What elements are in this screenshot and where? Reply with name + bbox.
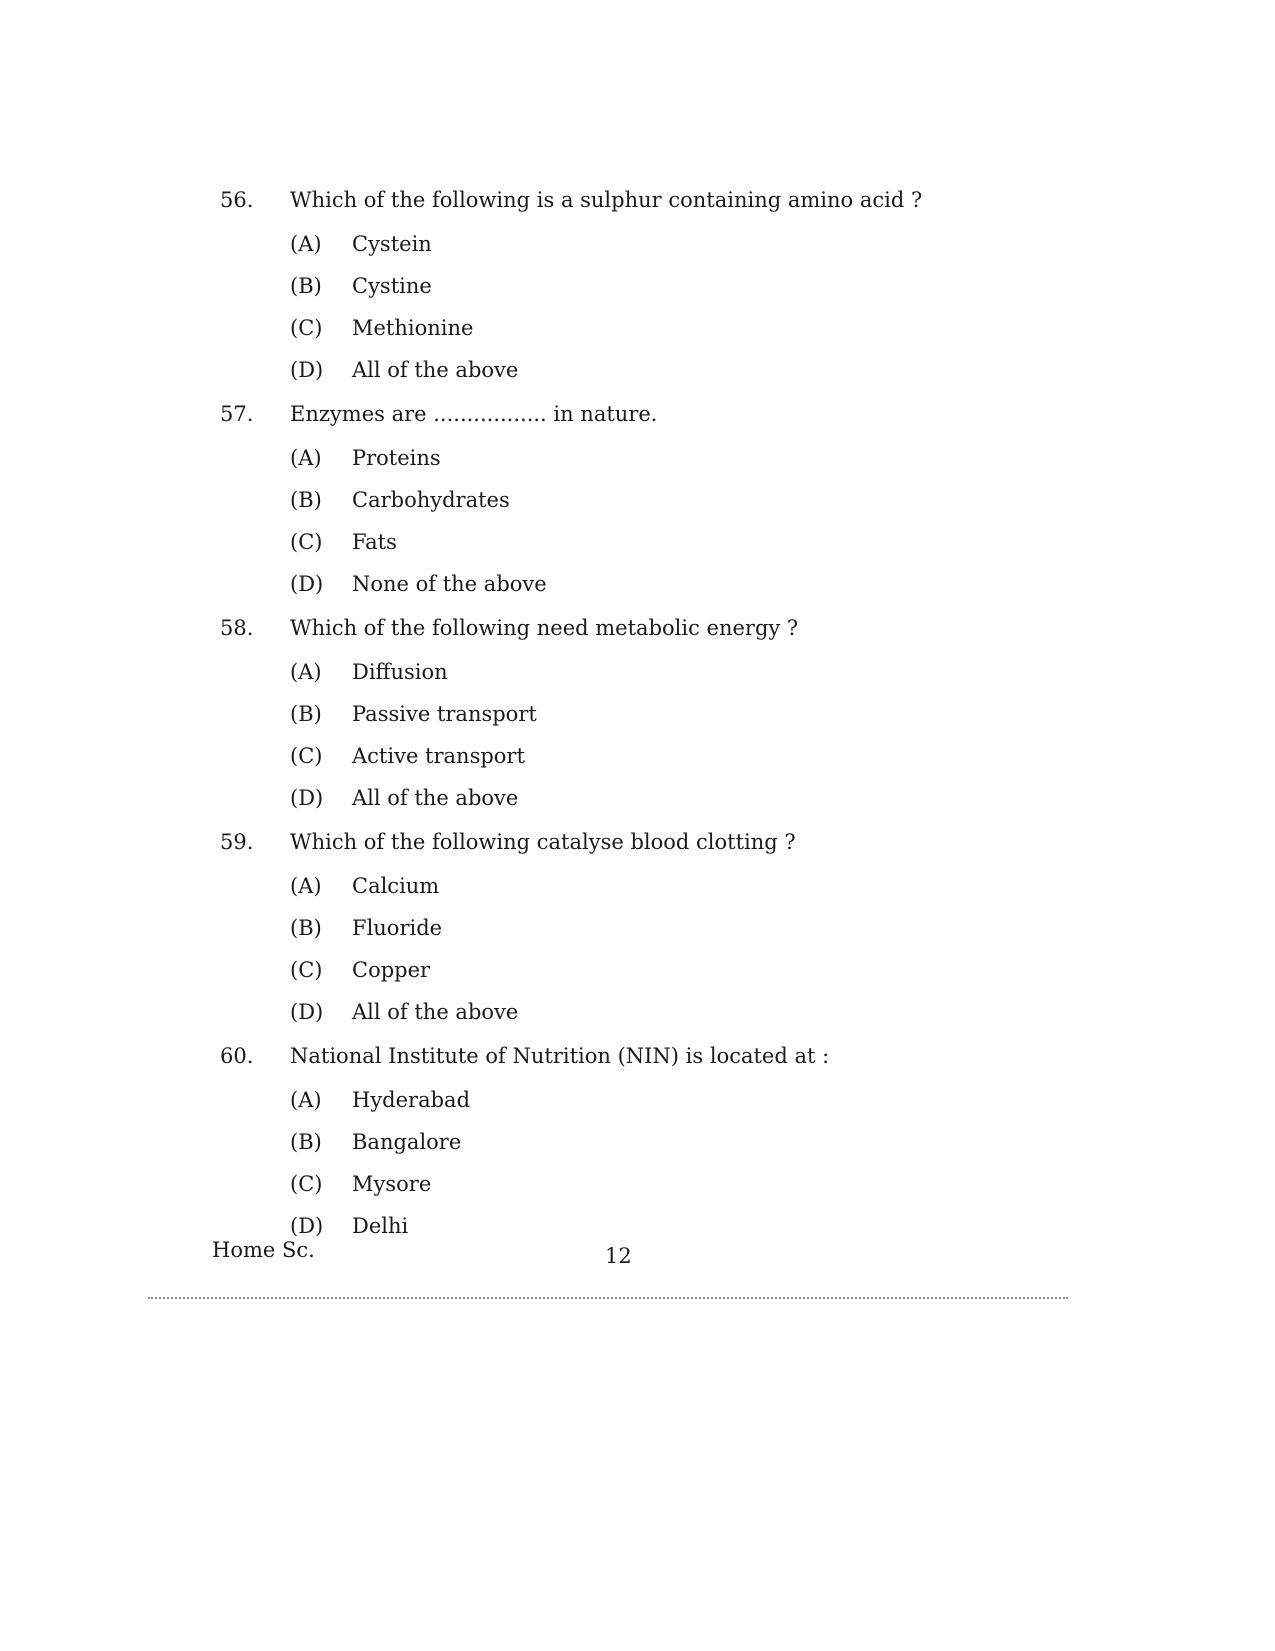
option-c bbox=[290, 958, 1020, 1000]
option-a bbox=[290, 1088, 1020, 1130]
option-d bbox=[290, 1000, 1020, 1042]
option-label: (C) bbox=[290, 744, 323, 768]
option-text: Bangalore bbox=[352, 1130, 462, 1154]
option-d bbox=[290, 358, 1020, 400]
option-list bbox=[290, 660, 1020, 828]
option-text: Fluoride bbox=[352, 916, 443, 940]
option-list bbox=[290, 446, 1020, 614]
option-label: (A) bbox=[290, 1088, 322, 1112]
option-b bbox=[290, 702, 1020, 744]
question-text: Which of the following is a sulphur containing amino acid ? bbox=[290, 188, 923, 212]
option-text: All of the above bbox=[352, 1000, 519, 1024]
option-d bbox=[290, 786, 1020, 828]
option-text: Passive transport bbox=[352, 702, 537, 726]
option-label: (A) bbox=[290, 874, 322, 898]
question-list bbox=[220, 188, 1020, 1258]
option-label: (D) bbox=[290, 1214, 324, 1238]
question-58 bbox=[220, 616, 1020, 828]
option-b bbox=[290, 1130, 1020, 1172]
option-label: (C) bbox=[290, 530, 323, 554]
option-text: Carbohydrates bbox=[352, 488, 510, 512]
option-text: Hyderabad bbox=[352, 1088, 471, 1112]
option-b bbox=[290, 488, 1020, 530]
option-c bbox=[290, 1172, 1020, 1214]
option-d bbox=[290, 1214, 1020, 1256]
option-b bbox=[290, 916, 1020, 958]
question-text: Which of the following catalyse blood clotting ? bbox=[290, 830, 796, 854]
option-a bbox=[290, 874, 1020, 916]
option-label: (D) bbox=[290, 358, 324, 382]
option-c bbox=[290, 316, 1020, 358]
option-label: (D) bbox=[290, 786, 324, 810]
question-57 bbox=[220, 402, 1020, 614]
footer-subject: Home Sc. bbox=[212, 1238, 315, 1262]
question-stem bbox=[220, 616, 1020, 660]
option-c bbox=[290, 744, 1020, 786]
option-c bbox=[290, 530, 1020, 572]
option-a bbox=[290, 660, 1020, 702]
option-label: (B) bbox=[290, 274, 322, 298]
option-text: All of the above bbox=[352, 786, 519, 810]
option-text: Cystine bbox=[352, 274, 432, 298]
question-59 bbox=[220, 830, 1020, 1042]
option-list bbox=[290, 1088, 1020, 1256]
option-label: (D) bbox=[290, 1000, 324, 1024]
option-text: None of the above bbox=[352, 572, 547, 596]
option-label: (A) bbox=[290, 660, 322, 684]
option-d bbox=[290, 572, 1020, 614]
option-label: (A) bbox=[290, 446, 322, 470]
option-text: Diffusion bbox=[352, 660, 448, 684]
question-number: 60. bbox=[220, 1044, 254, 1068]
option-text: All of the above bbox=[352, 358, 519, 382]
option-text: Mysore bbox=[352, 1172, 432, 1196]
question-number: 56. bbox=[220, 188, 254, 212]
option-a bbox=[290, 232, 1020, 274]
option-a bbox=[290, 446, 1020, 488]
option-label: (B) bbox=[290, 488, 322, 512]
question-text: Which of the following need metabolic energy ? bbox=[290, 616, 799, 640]
option-text: Cystein bbox=[352, 232, 432, 256]
option-text: Delhi bbox=[352, 1214, 409, 1238]
question-stem bbox=[220, 1044, 1020, 1088]
option-text: Methionine bbox=[352, 316, 474, 340]
page-number: 12 bbox=[605, 1244, 632, 1268]
question-text: Enzymes are ................. in nature. bbox=[290, 402, 658, 426]
option-label: (B) bbox=[290, 702, 322, 726]
option-b bbox=[290, 274, 1020, 316]
option-text: Calcium bbox=[352, 874, 440, 898]
question-stem bbox=[220, 188, 1020, 232]
option-label: (D) bbox=[290, 572, 324, 596]
question-stem bbox=[220, 402, 1020, 446]
option-text: Copper bbox=[352, 958, 431, 982]
option-list bbox=[290, 232, 1020, 400]
question-number: 59. bbox=[220, 830, 254, 854]
option-label: (A) bbox=[290, 232, 322, 256]
question-number: 58. bbox=[220, 616, 254, 640]
option-label: (C) bbox=[290, 958, 323, 982]
option-text: Proteins bbox=[352, 446, 441, 470]
dotted-divider bbox=[148, 1297, 1068, 1299]
option-text: Fats bbox=[352, 530, 397, 554]
question-56 bbox=[220, 188, 1020, 400]
option-label: (C) bbox=[290, 316, 323, 340]
option-label: (B) bbox=[290, 1130, 322, 1154]
option-text: Active transport bbox=[352, 744, 525, 768]
question-stem bbox=[220, 830, 1020, 874]
option-list bbox=[290, 874, 1020, 1042]
question-60 bbox=[220, 1044, 1020, 1256]
question-text: National Institute of Nutrition (NIN) is located at : bbox=[290, 1044, 830, 1068]
option-label: (B) bbox=[290, 916, 322, 940]
question-number: 57. bbox=[220, 402, 254, 426]
option-label: (C) bbox=[290, 1172, 323, 1196]
